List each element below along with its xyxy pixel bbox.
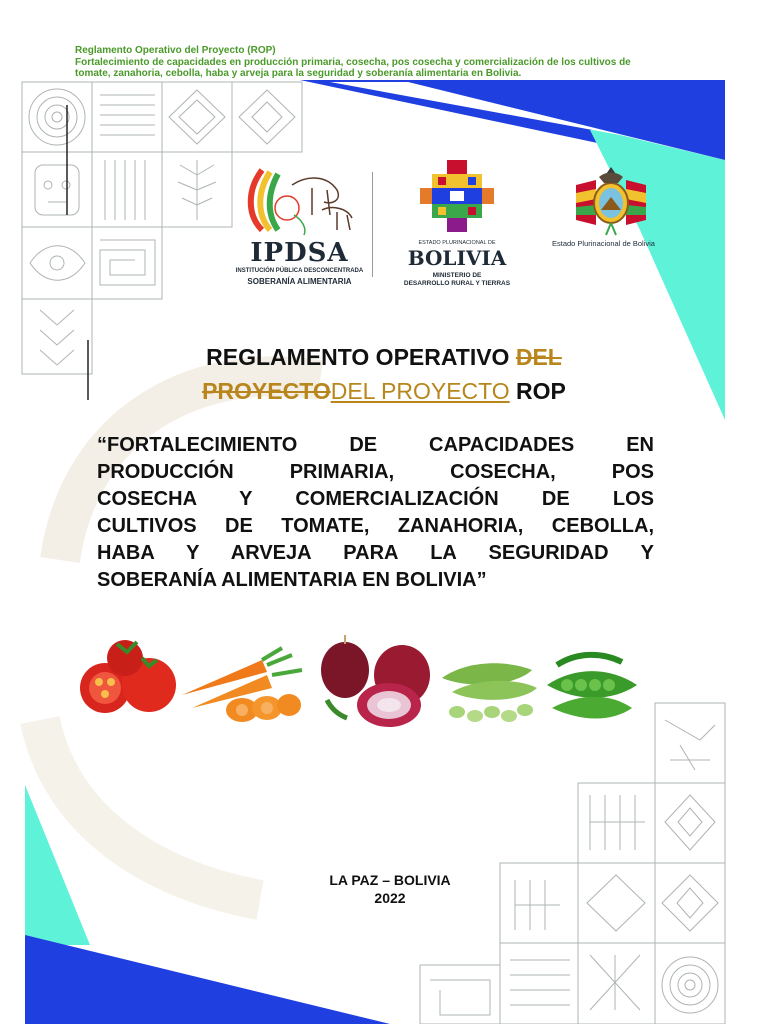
vegetables-illustration [77,630,647,730]
place: LA PAZ – BOLIVIA [329,872,451,888]
title-deleted-2: PROYECTO [202,378,331,404]
year: 2022 [374,890,406,906]
tomato-icon [80,640,176,713]
document-title [96,340,672,408]
escudo-logo [552,165,677,255]
project-name-line: COSECHA Y COMERCIALIZACIÓN DE LOS [97,488,654,510]
title-inserted: DEL PROYECTO [330,378,510,404]
textile-tiles-bottom-right [420,703,725,1024]
project-name-line: CULTIVOS DE TOMATE, ZANAHORIA, CEBOLLA, [97,515,654,537]
running-header [75,45,667,80]
ipdsa-emblem-icon [232,160,367,240]
ipdsa-logo [232,160,367,290]
chakana-icon [392,158,522,238]
project-name-line: PRODUCCIÓN PRIMARIA, COSECHA, POS [97,461,654,483]
coat-of-arms-icon [566,165,656,237]
logo-divider [372,172,373,277]
title-deleted-1: DEL [515,344,562,370]
ministerio-country: BOLIVIA [407,246,507,270]
project-name-line: SOBERANÍA ALIMENTARIA EN BOLIVIA” [97,569,487,591]
title-part-1: REGLAMENTO OPERATIVO [206,344,516,370]
ministerio-logo [392,158,522,293]
pea-icon [547,655,637,719]
blue-band-top [400,80,725,160]
title-line-1 [96,340,672,374]
onion-icon [321,635,430,727]
ministerio-subtitle-2: DESARROLLO RURAL Y TIERRAS [403,280,511,287]
project-name-line: HABA Y ARVEJA PARA LA SEGURIDAD Y [97,542,654,564]
header-title: Reglamento Operativo del Proyecto (ROP) [75,45,276,56]
title-line-2 [96,374,672,408]
ministerio-small-text: ESTADO PLURINACIONAL DE [418,240,496,246]
carrot-icon [182,648,302,722]
escudo-label: Estado Plurinacional de Bolivia [552,239,655,248]
title-part-2: ROP [509,378,566,404]
blue-corner-bottom [25,935,390,1024]
header-line-3: tomate, zanahoria, cebolla, haba y arveja para la seguridad y soberanía alimentaria en Bolivia. [75,68,522,79]
ipdsa-name: IPDSA [250,238,349,268]
project-name [97,432,654,594]
watermark-arc-2 [40,720,260,900]
ministerio-subtitle-1: MINISTERIO DE [432,272,482,279]
fava-bean-icon [442,663,537,722]
place-and-year [300,871,480,907]
project-name-line: “FORTALECIMIENTO DE CAPACIDADES EN [97,434,654,456]
ipdsa-subtitle-2: SOBERANÍA ALIMENTARIA [247,277,352,286]
header-line-2: Fortalecimiento de capacidades en producción primaria, cosecha, pos cosecha y comercialización de los cultivos de [75,56,631,68]
ipdsa-subtitle-1: INSTITUCIÓN PÚBLICA DESCONCENTRADA [235,268,364,274]
